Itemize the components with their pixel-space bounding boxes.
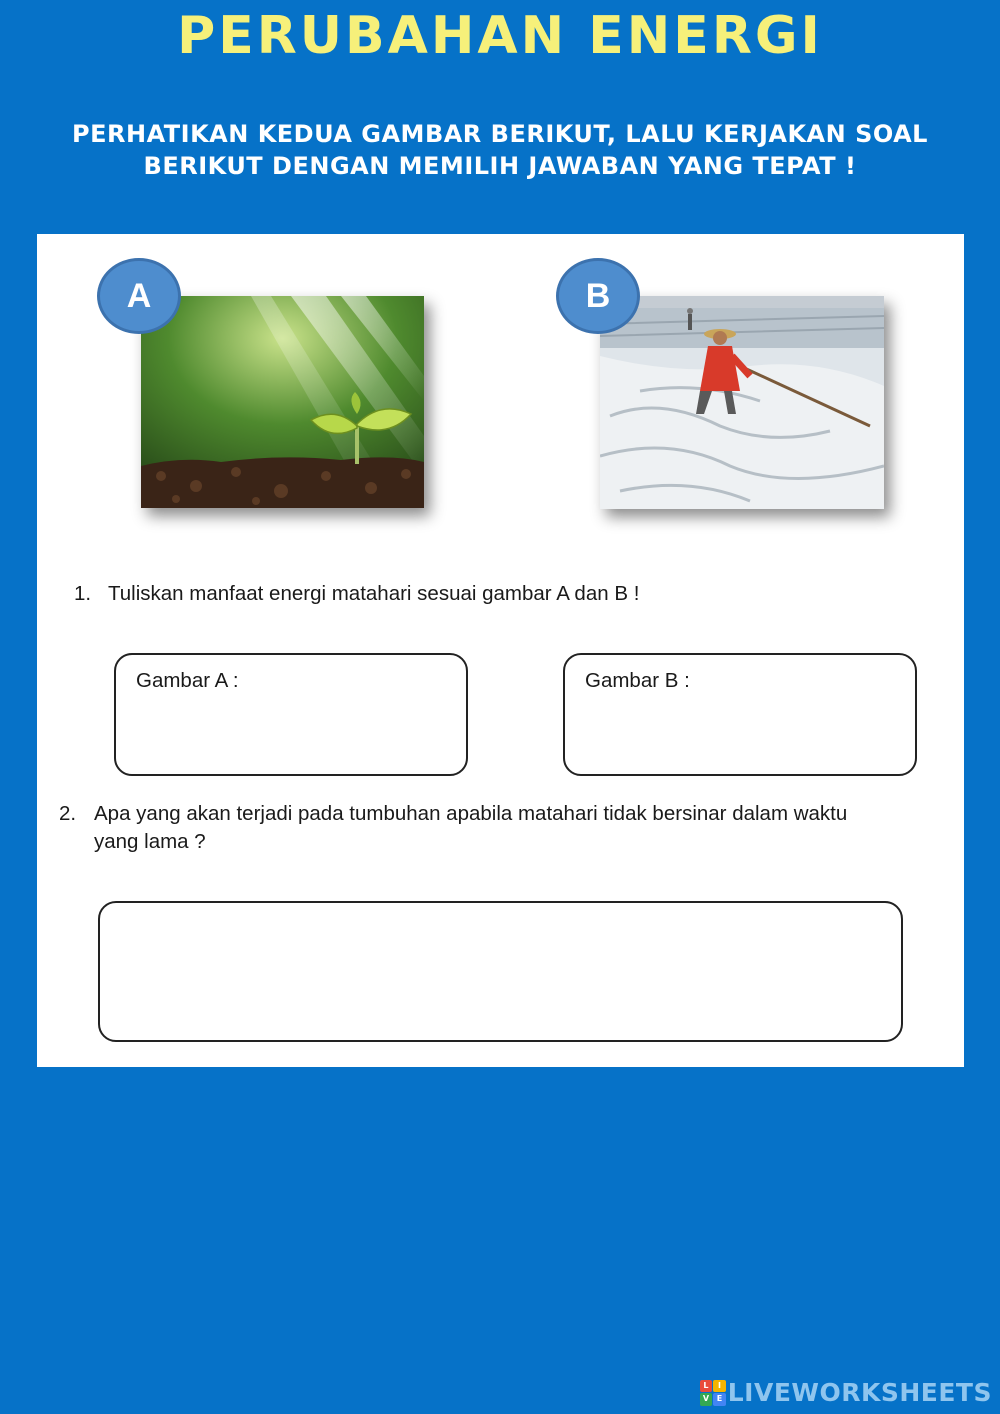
question-1	[74, 580, 934, 608]
worksheet-panel	[37, 234, 964, 1067]
question-2-number: 2.	[59, 802, 77, 825]
question-1-number: 1.	[74, 582, 92, 605]
liveworksheets-wordmark: LIVEWORKSHEETS	[727, 1378, 992, 1407]
instructions	[60, 118, 940, 182]
answer-box-gambar-b[interactable]	[563, 653, 917, 776]
answer-label-gambar-a: Gambar A :	[136, 669, 239, 692]
badge-b: B	[556, 258, 640, 334]
answer-label-gambar-b: Gambar B :	[585, 669, 690, 692]
question-2-text-line-2: yang lama ?	[94, 830, 206, 853]
badge-a: A	[97, 258, 181, 334]
liveworksheets-brand	[700, 1378, 992, 1407]
answer-box-question-2[interactable]	[98, 901, 903, 1042]
logo-letter-i: I	[713, 1380, 726, 1393]
logo-letter-v: V	[700, 1393, 713, 1406]
instruction-line-2: BERIKUT DENGAN MEMILIH JAWABAN YANG TEPAT !	[143, 152, 857, 180]
seedling-sunlight-icon	[141, 296, 424, 508]
answer-box-gambar-a[interactable]	[114, 653, 468, 776]
logo-letter-e: E	[713, 1393, 726, 1406]
logo-letter-l: L	[700, 1380, 713, 1393]
page-title: PERUBAHAN ENERGI	[177, 6, 823, 66]
question-1-text: Tuliskan manfaat energi matahari sesuai gambar A dan B !	[108, 582, 640, 605]
salt-farmer-icon	[600, 296, 884, 509]
question-2-text-line-1: Apa yang akan terjadi pada tumbuhan apabila matahari tidak bersinar dalam waktu	[94, 802, 848, 825]
photo-b-salt-farmer	[600, 296, 884, 509]
photo-a-seedling	[141, 296, 424, 508]
question-2-text	[94, 800, 847, 856]
instruction-line-1: PERHATIKAN KEDUA GAMBAR BERIKUT, LALU KERJAKAN SOAL	[72, 120, 928, 148]
question-2	[59, 800, 949, 856]
liveworksheets-logo-icon	[700, 1380, 726, 1406]
